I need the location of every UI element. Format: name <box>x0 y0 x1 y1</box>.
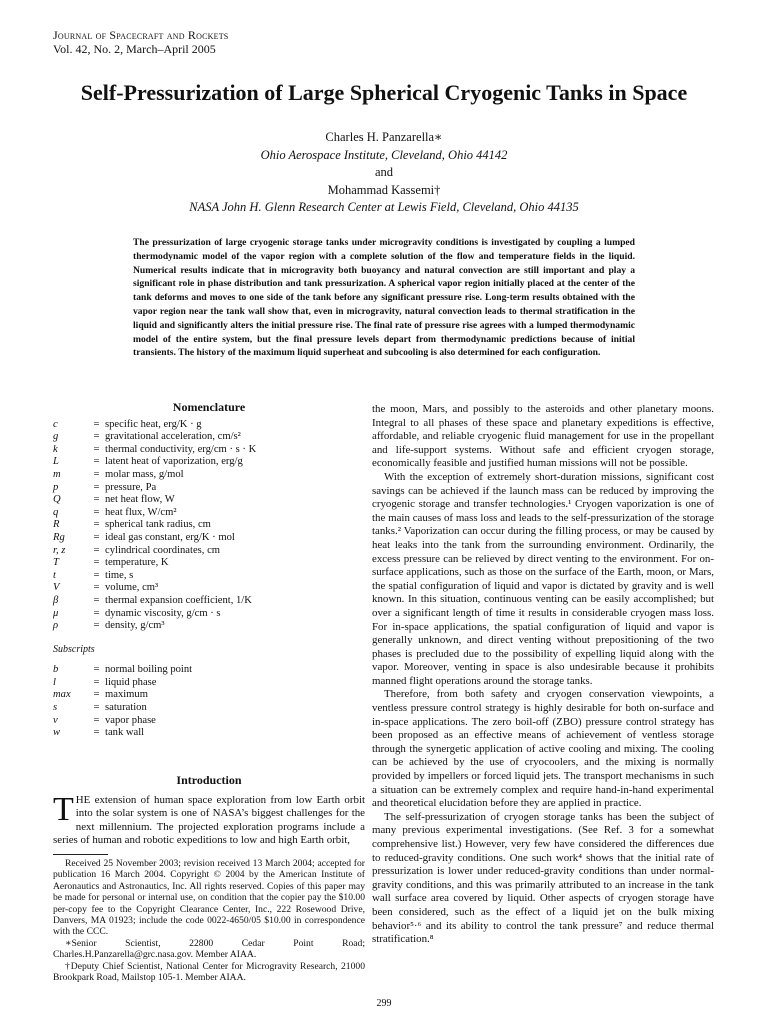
symbol: L <box>53 456 59 468</box>
symbol: r, z <box>53 544 66 556</box>
footnotes <box>53 858 365 983</box>
definition: volume, cm³ <box>105 582 159 594</box>
symbol: p <box>53 481 59 493</box>
definition: thermal conductivity, erg/cm · s · K <box>105 443 257 455</box>
footnote-author-1: ∗Senior Scientist, 22800 Cedar Point Road; Charles.H.Panzarella@grc.nasa.gov. Member AIAA. <box>53 937 365 961</box>
nomenclature-section <box>53 401 365 740</box>
author-block <box>0 129 768 217</box>
equals-sign: = <box>93 557 100 569</box>
nomenclature-row <box>53 727 365 740</box>
symbol: max <box>53 689 71 701</box>
nomenclature-row <box>53 507 365 520</box>
subscripts-heading: Subscripts <box>53 643 95 655</box>
definition: time, s <box>105 569 134 581</box>
equals-sign: = <box>93 702 100 714</box>
nomenclature-row <box>53 608 365 621</box>
symbol: g <box>53 431 59 443</box>
definition: spherical tank radius, cm <box>105 519 211 531</box>
equals-sign: = <box>93 468 100 480</box>
nomenclature-row <box>53 702 365 715</box>
definition: pressure, Pa <box>105 481 157 493</box>
body-paragraph: With the exception of extremely short-duration missions, significant cost savings can be achieved if the launch mass can be reduced by improving the cryogenic storage and transfer technologies.¹ Cryogen vaporization is one of the main causes of mass loss and leads to the self-pressurization of the storage tanks.² Vaporization can occur during the filling process, or may be caused by heat leaks into the tank from the surrounding environment. Ordinarily, the excess pressure can be relieved by direct venting to the environment. For on-surface applications, such as those on the surface of the Earth, moon, or Mars, the spatial configuration of liquid and vapor is dictated by gravity and is well known. In this situation, continuous venting can be easily accomplished; but over a significant length of time it results in considerable cryogen mass loss. For in-space applications, the spatial configuration of liquid and vapor is generally unknown, and direct venting without prepositioning of the two phases is precluded due to the possibility of expelling liquid along with the vapor. Moreover, venting in space is also undesirable because it prohibits manned flight operations around the storage tanks. <box>372 470 714 687</box>
symbol: ρ <box>53 620 59 632</box>
equals-sign: = <box>93 714 100 726</box>
body-paragraph: the moon, Mars, and possibly to the asteroids and other planetary moons. Integral to all phases of these space and planetary expeditions is effective, affordable, and reliable cryogenic fluid management for use in the propellant and life-support systems. Without safe and efficient cryogen storage, economically feasible and justified human missions will not be possible. <box>372 403 714 470</box>
symbol: w <box>53 727 61 739</box>
equals-sign: = <box>93 531 100 543</box>
definition: normal boiling point <box>105 664 193 676</box>
definition: tank wall <box>105 727 145 739</box>
nomenclature-row <box>53 620 365 633</box>
author-2: Mohammad Kassemi† <box>327 182 441 197</box>
introduction-heading: Introduction <box>176 773 242 787</box>
definition: liquid phase <box>105 676 157 688</box>
nomenclature-row <box>53 532 365 545</box>
symbol: Q <box>53 494 61 506</box>
definition: temperature, K <box>105 557 169 569</box>
nomenclature-row <box>53 444 365 457</box>
body-paragraph: The self-pressurization of cryogen storage tanks has been the subject of many previous experimental investigations. (See Ref. 3 for a somewhat comprehensive list.) However, very few have considered the differences due to reduced-gravity conditions. One such work⁴ shows that the initial rate of pressurization is lower under reduced-gravity conditions than under normal-gravity conditions, and this was primarily attributed to an increase in the tank wall surface area covered by liquid. Other aspects of cryogen storage have been considered, such as the effect of a liquid jet on the bulk mixing behavior⁵·⁶ and its ability to control the tank pressure⁷ and reduce thermal stratification.⁸ <box>372 810 714 946</box>
symbol: t <box>53 569 56 581</box>
affiliation-1: Ohio Aerospace Institute, Cleveland, Ohio 44142 <box>260 147 508 162</box>
symbol: v <box>53 714 58 726</box>
equals-sign: = <box>93 607 100 619</box>
equals-sign: = <box>93 569 100 581</box>
equals-sign: = <box>93 506 100 518</box>
footnote-received: Received 25 November 2003; revision received 13 March 2004; accepted for publication 16 March 2004. Copyright © 2004 by the American Institute of Aeronautics and Astronautics, Inc. All rights reserved. Copies of this paper may be made for personal or internal use, on condition that the copier pay the $10.00 per-copy fee to the Copyright Clearance Center, Inc., 222 Rosewood Drive, Danvers, MA 01923; include the code 0022-4650/05 $10.00 in correspondence with the CCC. <box>53 858 365 938</box>
symbol: R <box>53 519 60 531</box>
right-column <box>372 403 714 947</box>
nomenclature-row <box>53 482 365 495</box>
paper-title: Self-Pressurization of Large Spherical Cryogenic Tanks in Space <box>80 80 688 105</box>
equals-sign: = <box>93 431 100 443</box>
nomenclature-row <box>53 595 365 608</box>
definition: thermal expansion coefficient, 1/K <box>105 594 252 606</box>
definition: latent heat of vaporization, erg/g <box>105 456 243 468</box>
equals-sign: = <box>93 544 100 556</box>
definition: vapor phase <box>105 714 156 726</box>
nomenclature-row <box>53 664 365 677</box>
symbol: μ <box>53 607 59 619</box>
nomenclature-row <box>53 419 365 432</box>
equals-sign: = <box>93 456 100 468</box>
equals-sign: = <box>93 594 100 606</box>
abstract: The pressurization of large cryogenic storage tanks under microgravity conditions is investigated by coupling a lumped thermodynamic model of the vapor region with a complete solution of the flow and temperature fields in the liquid. Numerical results indicate that in microgravity both buoyancy and natural convection are still important and play a significant role in phase distribution and tank pressurization. A spherical vapor region initially placed at the center of the tank deforms and moves to one side of the tank before any significant pressure rise. Long-term results obtained with the vapor region near the tank wall show that, even in microgravity, natural convection leads to thermal stratification in the liquid and significantly alters the initial pressure rise. The final rate of pressure rise agrees with a lumped thermodynamic model of the entire system, but the final pressure levels depart from thermodynamic predictions because of initial transients. The history of the maximum liquid superheat and subcooling is also determined for each configuration. <box>133 237 635 359</box>
definition: specific heat, erg/K · g <box>105 418 202 430</box>
nomenclature-row <box>53 494 365 507</box>
definition: density, g/cm³ <box>105 620 165 632</box>
equals-sign: = <box>93 664 100 676</box>
nomenclature-row <box>53 570 365 583</box>
equals-sign: = <box>93 727 100 739</box>
equals-sign: = <box>93 443 100 455</box>
symbol: q <box>53 506 59 518</box>
definition: net heat flow, W <box>105 494 175 506</box>
nomenclature-row <box>53 519 365 532</box>
footnote-author-2: †Deputy Chief Scientist, National Center for Microgravity Research, 21000 Brookpark Road, Mailstop 105-1. Member AIAA. <box>53 960 365 984</box>
equals-sign: = <box>93 519 100 531</box>
definition: cylindrical coordinates, cm <box>105 544 221 556</box>
introduction-paragraph <box>53 790 365 848</box>
nomenclature-row <box>53 677 365 690</box>
symbol: T <box>53 557 59 569</box>
and-separator: and <box>374 165 394 179</box>
symbol: c <box>53 418 58 430</box>
symbol: V <box>53 582 60 594</box>
nomenclature-row <box>53 557 365 570</box>
definition: gravitational acceleration, cm/s² <box>105 431 241 443</box>
journal-name: Journal of Spacecraft and Rockets <box>53 28 229 42</box>
definition: maximum <box>105 689 148 701</box>
equals-sign: = <box>93 418 100 430</box>
introduction-section <box>53 774 365 848</box>
journal-header <box>53 28 228 56</box>
nomenclature-list <box>53 419 365 633</box>
nomenclature-heading: Nomenclature <box>172 400 246 414</box>
equals-sign: = <box>93 689 100 701</box>
nomenclature-row <box>53 715 365 728</box>
symbol: s <box>53 702 58 714</box>
symbol: β <box>53 594 59 606</box>
nomenclature-row <box>53 689 365 702</box>
body-paragraph: Therefore, from both safety and cryogen conservation viewpoints, a ventless pressure control strategy is highly desirable for both on-surface and in-space applications. The zero boil-off (ZBO) pressure control strategy has been proposed as an effective means of achievement of ventless storage through the synergetic application of active cooling and mixing. The cooling can be achieved by the use of cryocoolers, and the mixing is normally provided by impellers or forced liquid jets. The transport mechanisms in such a situation can be extremely complex and require hand-in-hand experimental and theoretical elucidation before they are applied in practice. <box>372 688 714 810</box>
definition: ideal gas constant, erg/K · mol <box>105 531 235 543</box>
journal-issue: Vol. 42, No. 2, March–April 2005 <box>53 42 216 56</box>
equals-sign: = <box>93 582 100 594</box>
footnote-rule <box>53 854 108 855</box>
equals-sign: = <box>93 676 100 688</box>
drop-cap: T <box>53 790 74 828</box>
equals-sign: = <box>93 620 100 632</box>
nomenclature-row <box>53 431 365 444</box>
symbol: Rg <box>53 531 65 543</box>
nomenclature-row <box>53 545 365 558</box>
definition: saturation <box>105 702 147 714</box>
symbol: k <box>53 443 58 455</box>
subscripts-list <box>53 664 365 740</box>
nomenclature-row <box>53 456 365 469</box>
definition: molar mass, g/mol <box>105 468 184 480</box>
symbol: b <box>53 664 59 676</box>
affiliation-2: NASA John H. Glenn Research Center at Lewis Field, Cleveland, Ohio 44135 <box>189 200 579 214</box>
equals-sign: = <box>93 494 100 506</box>
symbol: m <box>53 468 61 480</box>
symbol: l <box>53 676 56 688</box>
equals-sign: = <box>93 481 100 493</box>
definition: dynamic viscosity, g/cm · s <box>105 607 221 619</box>
nomenclature-row <box>53 582 365 595</box>
definition: heat flux, W/cm² <box>105 506 177 518</box>
page-number: 299 <box>376 998 392 1009</box>
introduction-text: HE extension of human space exploration from low Earth orbit into the solar system is one of NASA’s biggest challenges for the next millennium. The projected exploration programs include a series of human and robotic expeditions to low and high Earth orbit, <box>53 793 365 847</box>
nomenclature-row <box>53 469 365 482</box>
author-1: Charles H. Panzarella∗ <box>325 130 443 144</box>
